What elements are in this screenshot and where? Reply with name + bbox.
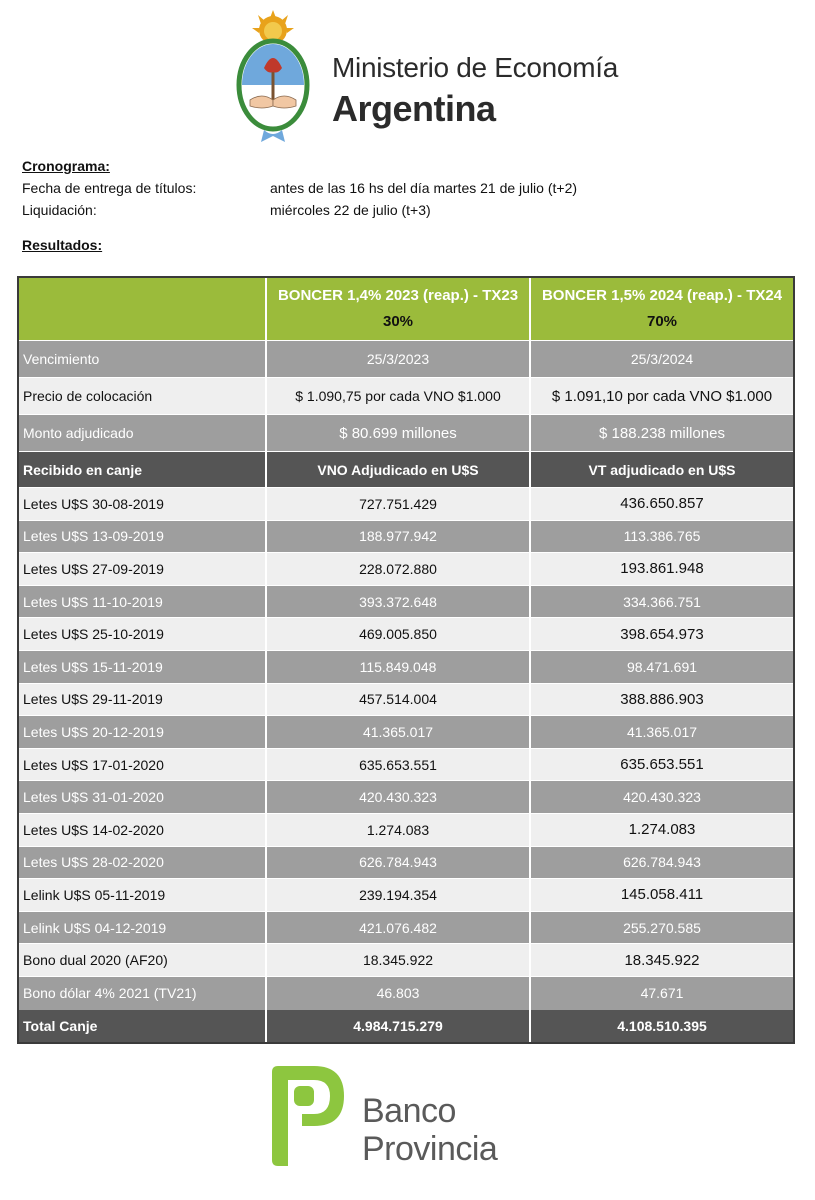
tx23-value: $ 1.090,75 por cada VNO $1.000 [267,378,531,414]
tx23-value: 421.076.482 [267,912,531,944]
row-label: Precio de colocación [19,378,267,414]
header-tx23 [267,278,531,340]
settlement-value: miércoles 22 de julio (t+3) [270,202,431,218]
table-row [19,814,793,847]
resultados-title: Resultados: [22,237,103,253]
table-row [19,716,793,749]
row-label: Total Canje [19,1010,267,1043]
tx23-title: BONCER 1,4% 2023 (reap.) - TX23 [277,287,519,304]
tx24-value: $ 188.238 millones [599,424,725,442]
row-label: Letes U$S 14-02-2020 [19,814,267,846]
monto-row [19,415,793,452]
tx23-subheader: VNO Adjudicado en U$S [267,452,531,487]
tx23-percent: 30% [382,313,414,330]
row-label: Letes U$S 29-11-2019 [19,684,267,716]
results-table [17,276,795,1044]
argentina-coat-of-arms-icon [228,10,318,145]
row-label: Lelink U$S 04-12-2019 [19,912,267,944]
tx24-title: BONCER 1,5% 2024 (reap.) - TX24 [541,287,783,304]
row-label: Letes U$S 20-12-2019 [19,716,267,748]
tx24-value: 436.650.857 [620,495,704,513]
banco-text: Banco [362,1092,456,1130]
table-header-row [19,278,793,341]
row-label: Letes U$S 27-09-2019 [19,553,267,585]
tx23-value: 635.653.551 [267,749,531,781]
tx24-value: 98.471.691 [626,658,698,675]
tx23-value: 420.430.323 [267,781,531,813]
tx23-value: 25/3/2023 [267,341,531,377]
row-label: Letes U$S 15-11-2019 [19,651,267,683]
banco-provincia-logo [268,1066,528,1176]
row-label: Letes U$S 13-09-2019 [19,521,267,553]
row-label: Vencimiento [19,341,267,377]
delivery-date-label: Fecha de entrega de títulos: [22,180,197,196]
tx24-total: 4.108.510.395 [617,1017,707,1034]
tx23-value: 469.005.850 [267,618,531,650]
row-label: Letes U$S 11-10-2019 [19,586,267,618]
table-row [19,618,793,651]
tx24-value: 420.430.323 [623,789,701,806]
row-label: Recibido en canje [19,452,267,487]
row-label: Letes U$S 17-01-2020 [19,749,267,781]
table-row [19,684,793,717]
tx24-value: 334.366.751 [623,593,701,610]
canje-subheader-row [19,452,793,488]
table-row [19,847,793,880]
row-label: Lelink U$S 05-11-2019 [19,879,267,911]
delivery-date-value: antes de las 16 hs del día martes 21 de julio (t+2) [270,180,578,196]
tx24-value: 626.784.943 [623,854,701,871]
tx23-total: 4.984.715.279 [267,1010,531,1043]
table-row [19,912,793,945]
total-row [19,1010,793,1043]
tx24-value: 388.886.903 [620,690,704,708]
tx24-subheader: VT adjudicado en U$S [588,461,736,478]
tx24-value: 398.654.973 [620,625,704,643]
canje-rows [19,488,793,1010]
country-name: Argentina [332,88,496,129]
row-label: Bono dual 2020 (AF20) [19,944,267,976]
tx24-percent: 70% [646,313,678,330]
header-empty-cell [19,278,267,340]
row-label: Letes U$S 25-10-2019 [19,618,267,650]
cronograma-title: Cronograma: [22,158,110,174]
tx23-value: 41.365.017 [267,716,531,748]
tx23-value: 18.345.922 [267,944,531,976]
tx24-value: 41.365.017 [626,723,698,740]
table-row [19,586,793,619]
tx23-value: $ 80.699 millones [267,415,531,451]
tx24-value: $ 1.091,10 por cada VNO $1.000 [551,387,773,405]
tx24-value: 635.653.551 [620,756,704,774]
tx24-value: 145.058.411 [620,886,704,904]
tx23-value: 239.194.354 [267,879,531,911]
settlement-label: Liquidación: [22,202,97,218]
tx24-value: 1.274.083 [628,821,696,839]
tx24-value: 113.386.765 [623,528,701,545]
table-row [19,879,793,912]
table-row [19,553,793,586]
ministry-name: Ministerio de Economía [332,52,618,83]
precio-row [19,378,793,415]
tx23-value: 626.784.943 [267,847,531,879]
tx24-value: 193.861.948 [620,560,704,578]
tx23-value: 1.274.083 [267,814,531,846]
tx23-value: 727.751.429 [267,488,531,520]
tx24-value: 18.345.922 [624,951,700,969]
tx24-value: 255.270.585 [623,919,701,936]
table-row [19,651,793,684]
table-row [19,521,793,554]
table-row [19,488,793,521]
row-label: Letes U$S 30-08-2019 [19,488,267,520]
table-row [19,977,793,1010]
tx23-value: 188.977.942 [267,521,531,553]
tx24-value: 25/3/2024 [630,351,694,367]
ministry-header [228,10,628,145]
table-row [19,944,793,977]
table-row [19,749,793,782]
header-tx24 [531,278,793,340]
vencimiento-row [19,341,793,378]
tx23-value: 393.372.648 [267,586,531,618]
row-label: Letes U$S 31-01-2020 [19,781,267,813]
banco-provincia-mark-icon [268,1066,348,1166]
tx24-value: 47.671 [640,985,684,1002]
provincia-text: Provincia [362,1130,498,1168]
row-label: Bono dólar 4% 2021 (TV21) [19,977,267,1010]
tx23-value: 115.849.048 [267,651,531,683]
tx23-value: 228.072.880 [267,553,531,585]
tx23-value: 46.803 [267,977,531,1010]
table-row [19,781,793,814]
tx23-value: 457.514.004 [267,684,531,716]
row-label: Letes U$S 28-02-2020 [19,847,267,879]
row-label: Monto adjudicado [19,415,267,451]
